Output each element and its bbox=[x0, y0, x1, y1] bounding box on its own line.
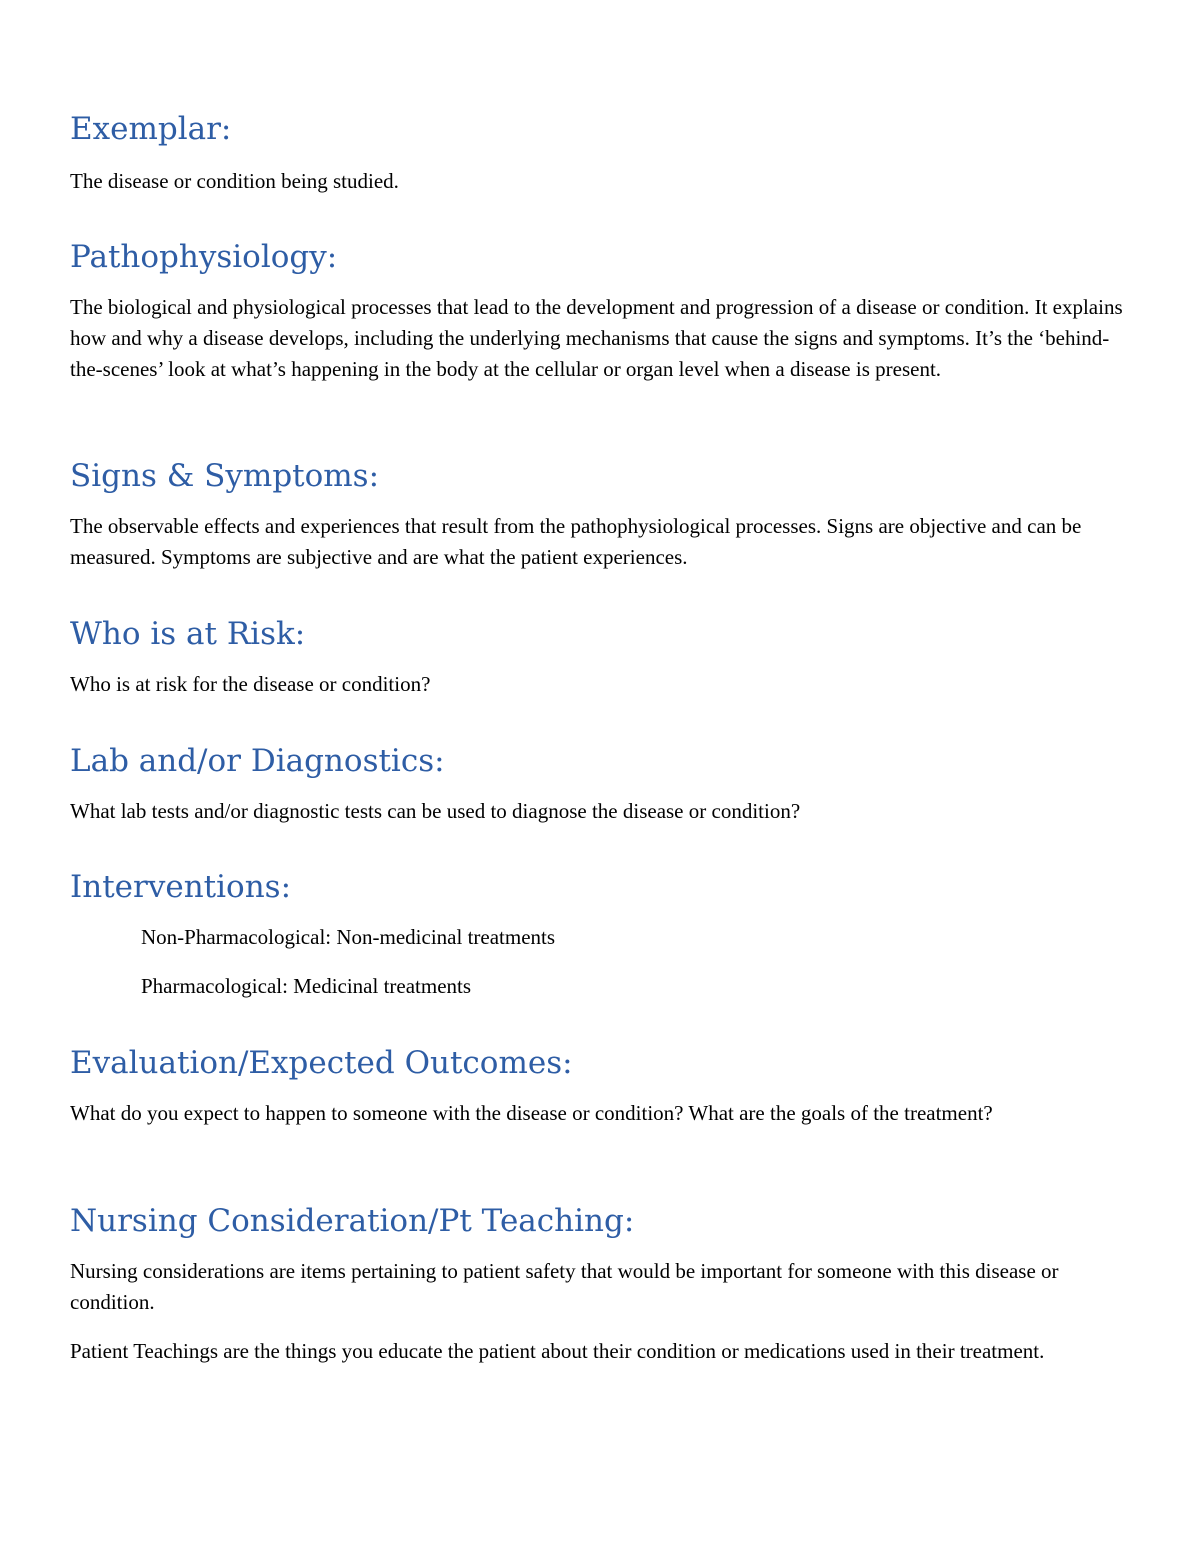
nursing-heading: Nursing Consideration/Pt Teaching: bbox=[70, 1203, 635, 1239]
evaluation-heading: Evaluation/Expected Outcomes: bbox=[70, 1045, 573, 1081]
section-evaluation bbox=[70, 1043, 1140, 1129]
lab-diagnostics-heading: Lab and/or Diagnostics: bbox=[70, 743, 445, 779]
interventions-heading: Interventions: bbox=[70, 869, 292, 905]
intervention-non-pharmacological: Non-Pharmacological: Non-medicinal treatments bbox=[141, 925, 556, 949]
section-interventions bbox=[70, 867, 1140, 1002]
pathophysiology-text: The biological and physiological processes that lead to the development and progression of a disease or condition. It explains how and why a disease develops, including the underlying mechanisms that cause the signs and symptoms. It’s the ‘behind-the-scenes’ look at what’s happening in the body at the cellular or organ level when a disease is present. bbox=[70, 295, 1123, 381]
section-pathophysiology bbox=[70, 237, 1140, 385]
evaluation-text: What do you expect to happen to someone with the disease or condition? What are the goals of the treatment? bbox=[70, 1101, 993, 1125]
lab-diagnostics-text: What lab tests and/or diagnostic tests can be used to diagnose the disease or condition? bbox=[70, 799, 801, 823]
intervention-pharmacological: Pharmacological: Medicinal treatments bbox=[141, 974, 472, 998]
section-exemplar bbox=[70, 109, 1140, 197]
section-signs-symptoms bbox=[70, 456, 1140, 573]
section-nursing bbox=[70, 1201, 1140, 1367]
who-at-risk-heading: Who is at Risk: bbox=[70, 616, 306, 652]
exemplar-text: The disease or condition being studied. bbox=[70, 169, 399, 193]
patient-teaching-text: Patient Teachings are the things you educate the patient about their condition or medications used in their treatment. bbox=[70, 1339, 1045, 1363]
exemplar-heading: Exemplar: bbox=[70, 111, 232, 147]
signs-symptoms-text: The observable effects and experiences that result from the pathophysiological processes. Signs are objective and can be measured. Symptoms are subjective and are what the patient experiences. bbox=[70, 514, 1082, 569]
nursing-considerations-text: Nursing considerations are items pertaining to patient safety that would be important for someone with this disease or condition. bbox=[70, 1259, 1059, 1314]
section-who-at-risk bbox=[70, 614, 1140, 700]
pathophysiology-heading: Pathophysiology: bbox=[70, 239, 338, 275]
section-lab-diagnostics bbox=[70, 741, 1140, 827]
who-at-risk-text: Who is at risk for the disease or condition? bbox=[70, 672, 431, 696]
signs-symptoms-heading: Signs & Symptoms: bbox=[70, 458, 380, 494]
